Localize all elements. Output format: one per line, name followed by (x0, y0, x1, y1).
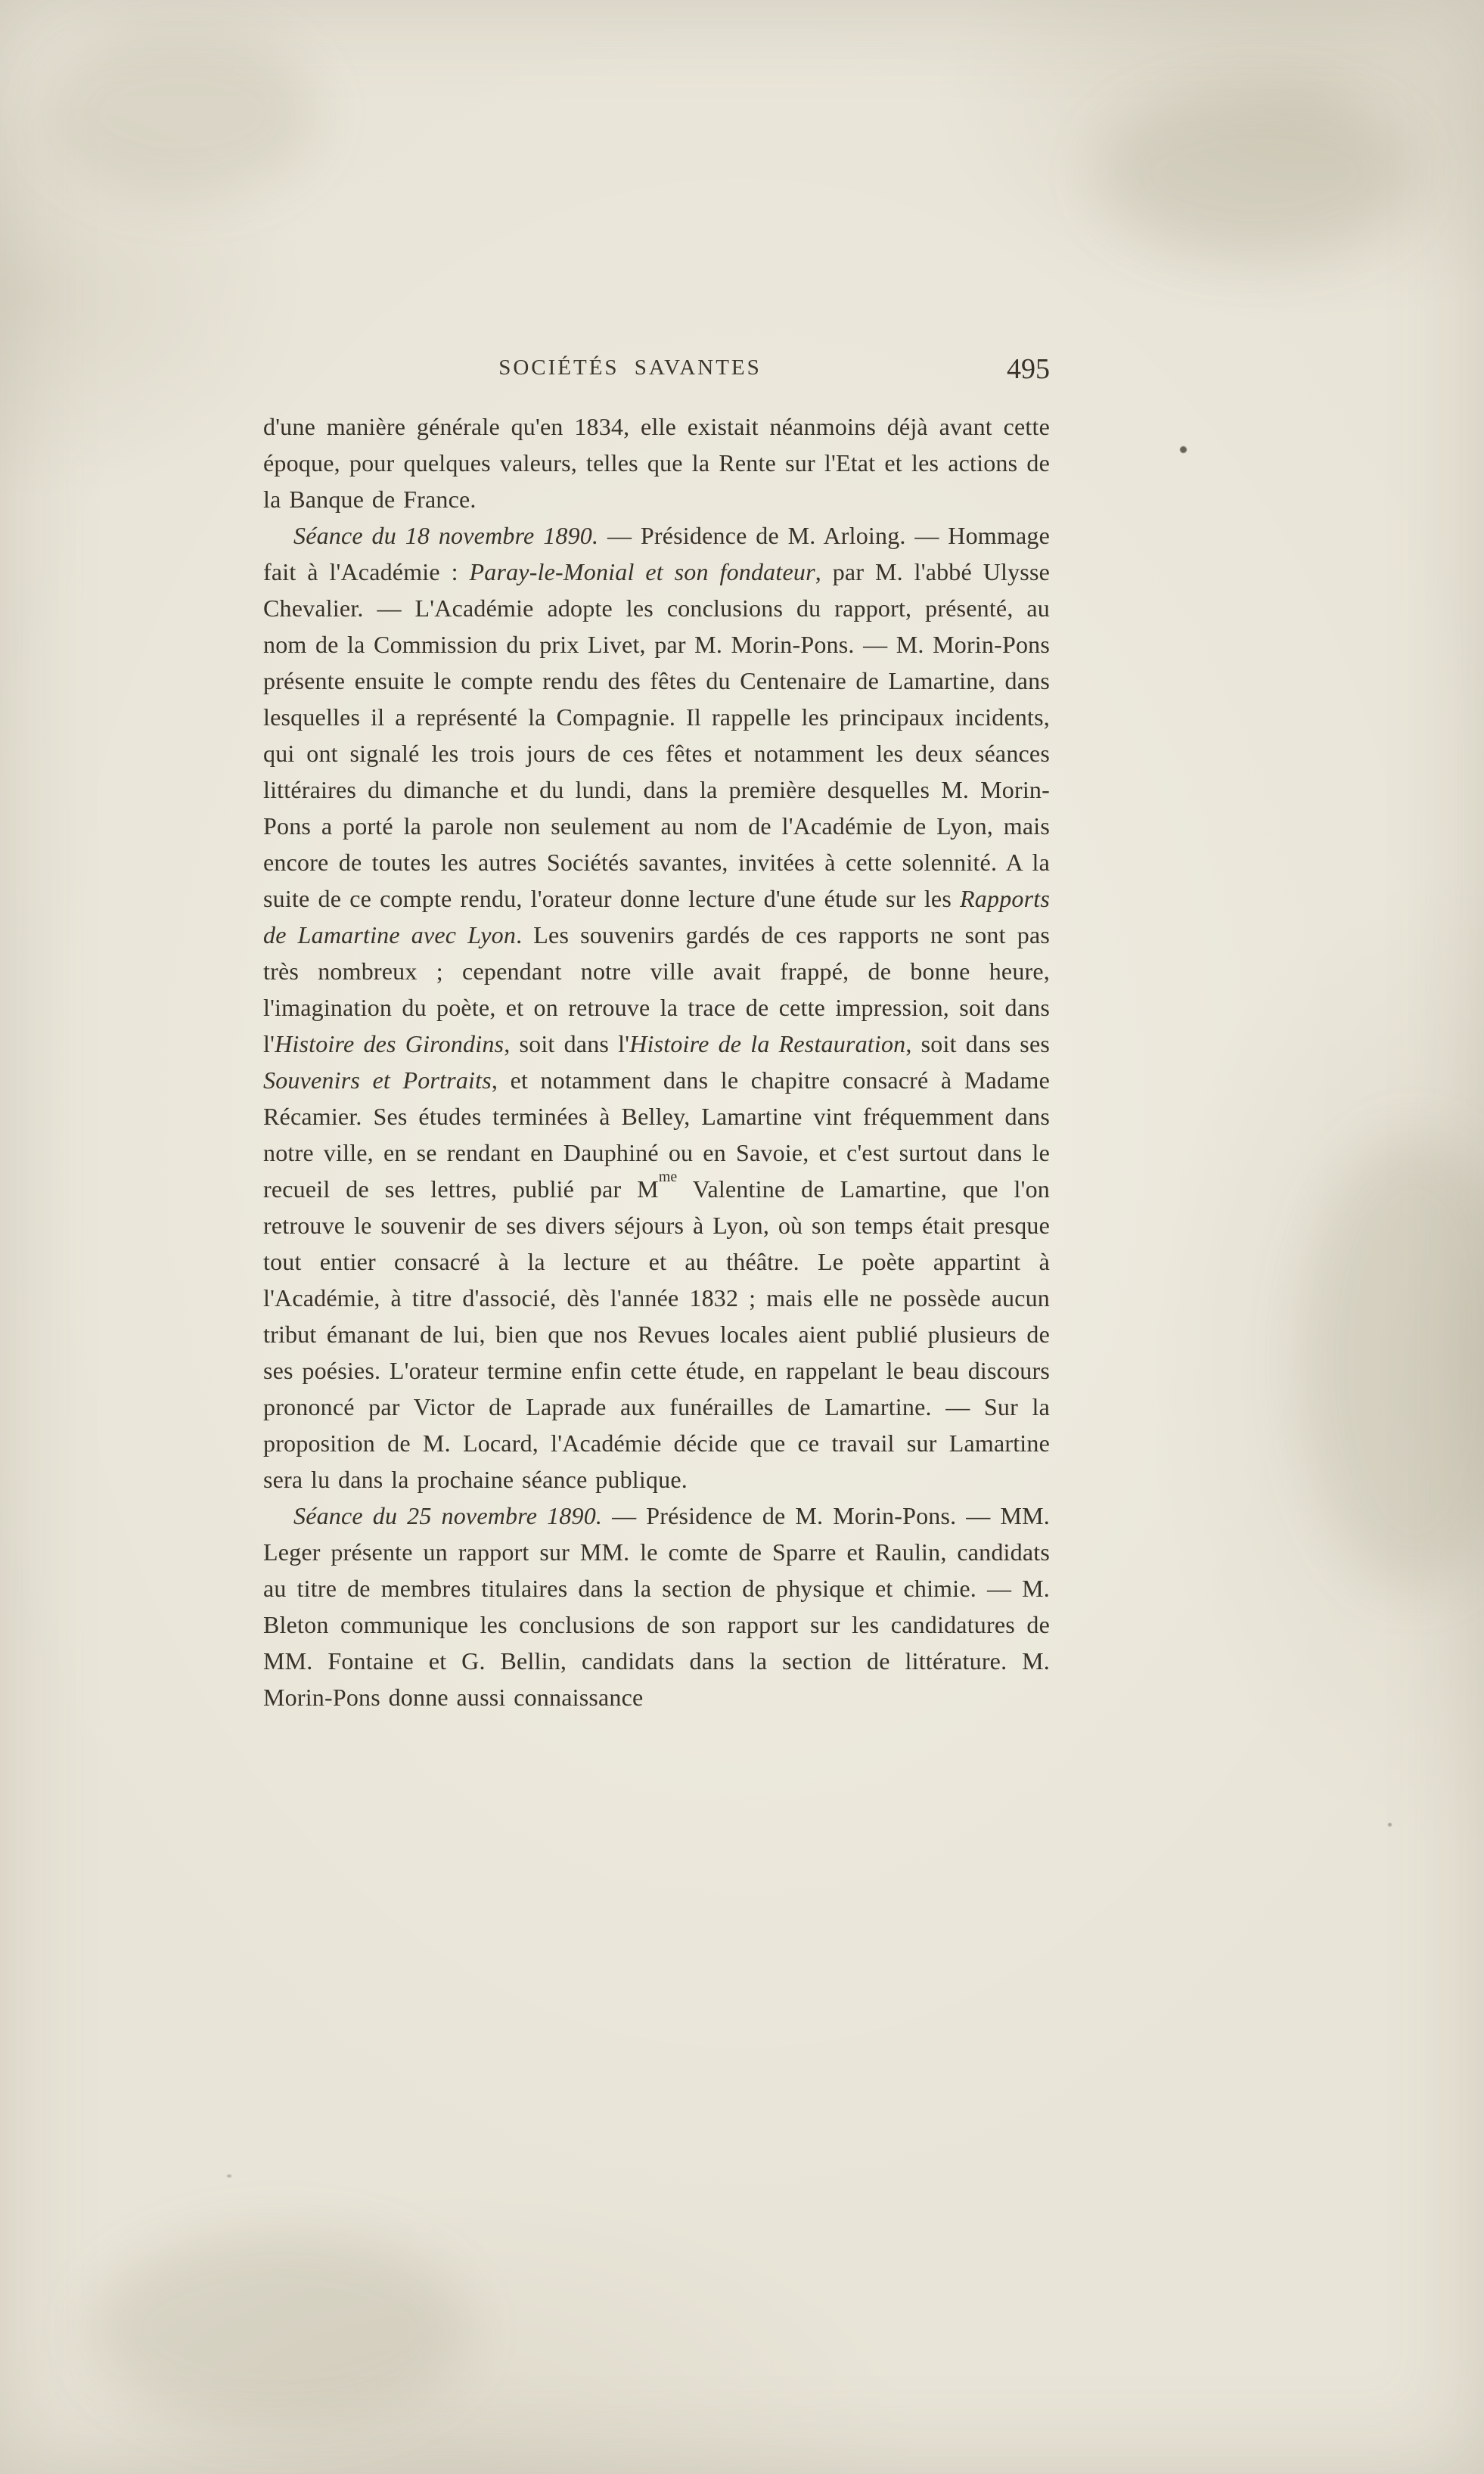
paragraph (263, 517, 1050, 1498)
paper-stain (1301, 1135, 1484, 1588)
page-number: 495 (1007, 353, 1050, 385)
ink-speck (1180, 446, 1187, 453)
italic-run: Séance du 25 novembre 1890. (293, 1502, 603, 1529)
text-run: , par M. l'abbé Ulysse Chevalier. — L'Académie adopte les conclusions du rapport, présenté, au nom de la Commission du prix Livet, par M. Morin-Pons. — M. Morin-Pons présente ensuite le compte rendu des fêtes du Centenaire de Lamartine, dans lesquelles il a représenté la Compagnie. Il rappelle les principaux incidents, qui ont signalé les trois jours de ces fêtes et notamment les deux séances littéraires du dimanche et du lundi, dans la première desquelles M. Morin-Pons a porté la parole non seulement au nom de l'Académie de Lyon, mais encore de toutes les autres Sociétés savantes, invitées à cette solennité. A la suite de ce compte rendu, l'orateur donne lecture d'une étude sur les (263, 558, 1051, 912)
text-run: . Les souvenirs gardés de ces rapports ne sont pas très nombreux ; cependant notre ville avait frappé, de bonne heure, l'imagination du poète, et on retrouve la trace de cette impression, soit dans l' (263, 921, 1050, 1057)
text-column (263, 355, 1050, 1715)
text-run: — Présidence de M. Morin-Pons. — MM. Leger présente un rapport sur MM. le comte de Sparre et Raulin, candidats au titre de membres titulaires dans la section de physique et chimie. — M. Bleton communique les conclusions de son rapport sur les candidatures de MM. Fontaine et G. Bellin, candidats dans la section de littérature. M. Morin-Pons donne aussi connaissance (263, 1502, 1050, 1711)
text-run: , soit dans ses (905, 1030, 1051, 1057)
ink-speck (1388, 1823, 1392, 1827)
paper-stain (1097, 91, 1414, 257)
italic-run: Histoire de la Restauration (629, 1030, 906, 1057)
running-head (263, 355, 1050, 390)
superscript-run: me (658, 1169, 678, 1186)
ink-speck (227, 2174, 231, 2178)
paper-stain (91, 2231, 469, 2428)
text-run: , soit dans l' (504, 1030, 630, 1057)
italic-run: Histoire des Girondins (275, 1030, 504, 1057)
page-body (263, 408, 1050, 1715)
text-run: d'une manière générale qu'en 1834, elle existait néanmoins déjà avant cette époque, pour quelques valeurs, telles que la Rente sur l'Etat et les actions de la Banque de France. (263, 413, 1050, 513)
italic-run: Souvenirs et Portraits (263, 1066, 492, 1094)
paragraph (263, 1498, 1050, 1715)
text-run: , et notamment dans le chapitre consacré à Madame Récamier. Ses études terminées à Belley, Lamartine vint fréquemment dans notre ville, en se rendant en Dauphiné ou en Savoie, et c'est surtout dans le recueil de ses lettres, publié par M (263, 1066, 1050, 1203)
text-run: Valentine de Lamartine, que l'on retrouve le souvenir de ses divers séjours à Lyon, où son temps était presque tout entier consacré à la lecture et au théâtre. Le poète appartint à l'Académie, à titre d'associé, dès l'année 1832 ; mais elle ne possède aucun tribut émanant de lui, bien que nos Revues locales aient publié plusieurs de ses poésies. L'orateur termine enfin cette étude, en rappelant le beau discours prononcé par Victor de Laprade aux funérailles de Lamartine. — Sur la proposition de M. Locard, l'Académie décide que ce travail sur Lamartine sera lu dans la prochaine séance publique. (263, 1175, 1050, 1493)
italic-run: Rapports de Lamartine avec Lyon (263, 885, 1050, 948)
italic-run: Paray-le-Monial et son fondateur (469, 558, 815, 585)
paper-stain (45, 30, 318, 197)
italic-run: Séance du 18 novembre 1890. (293, 522, 599, 549)
text-run: — Présidence de M. Arloing. — Hommage fait à l'Académie : (263, 522, 1050, 585)
running-head-title: SOCIÉTÉS SAVANTES (498, 355, 762, 380)
paragraph (263, 408, 1050, 517)
